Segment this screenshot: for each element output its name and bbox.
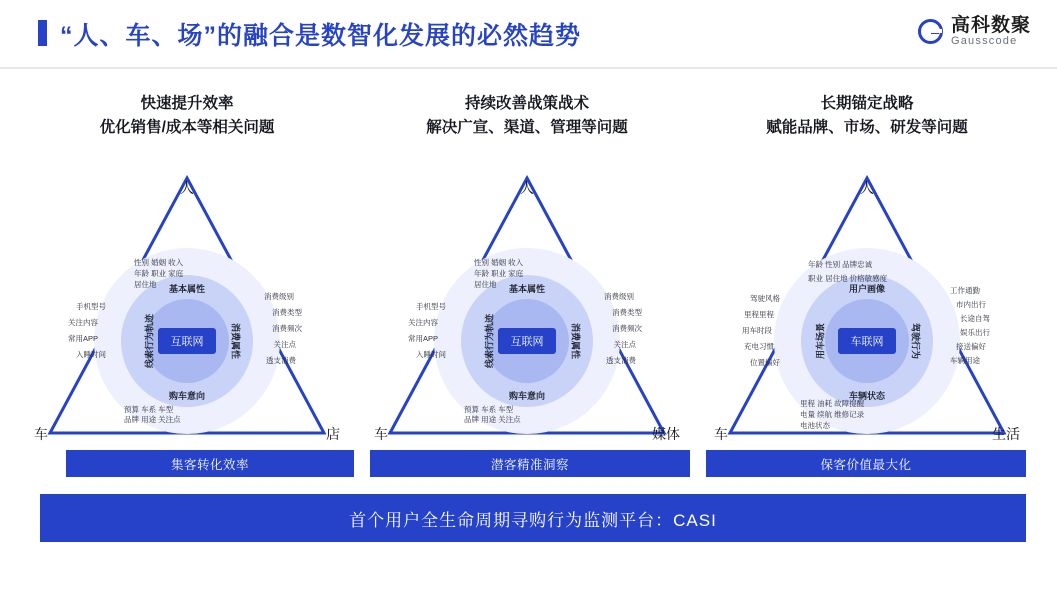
tag-bottom-3: 电池状态 <box>800 420 830 430</box>
segment-top: 用户画像 <box>848 284 886 295</box>
tag-right-3: 消费频次 <box>272 324 302 334</box>
tag-left-3: 常用APP <box>68 334 99 344</box>
tag-right-2: 消费类型 <box>612 308 642 318</box>
column-strategy <box>368 92 686 446</box>
triangle-diagram <box>368 156 686 446</box>
tag-bottom-2: 品牌 用途 关注点 <box>464 414 521 424</box>
concentric-circles <box>68 248 302 434</box>
tag-left-1: 手机型号 <box>416 302 446 312</box>
tag-top-2: 年龄 职业 家庭 <box>474 269 524 279</box>
tag-right-5: 透支消费 <box>266 356 296 366</box>
triangle-vertex-left: 车 <box>714 426 728 443</box>
column-heading <box>708 92 1026 140</box>
concentric-circles <box>742 248 990 434</box>
segment-top: 基本属性 <box>168 284 206 295</box>
triangle-vertex-top: 人 <box>180 180 194 197</box>
tag-bottom-1: 预算 车系 车型 <box>464 404 514 414</box>
triangle-vertex-right: 媒体 <box>652 426 680 443</box>
segment-left: 线索行为轨迹 <box>144 314 155 369</box>
tag-bottom-2: 品牌 用途 关注点 <box>124 414 181 424</box>
tag-left-4: 入睡时间 <box>416 350 446 360</box>
brand-name-en: Gausscode <box>950 34 1018 47</box>
segment-bottom: 购车意向 <box>168 391 206 402</box>
tag-top-2: 职业 居住地 价格敏感度 <box>808 274 888 284</box>
tag-right-3: 长途自驾 <box>960 314 990 324</box>
column-efficiency <box>28 92 346 446</box>
column-longterm <box>708 92 1026 446</box>
result-bar-insight: 潜客精准洞察 <box>370 450 690 477</box>
tag-top-2: 年龄 职业 家庭 <box>134 269 184 279</box>
segment-bottom: 购车意向 <box>508 391 546 402</box>
triangle-diagram <box>708 156 1026 446</box>
tag-left-3: 用车时段 <box>742 326 772 336</box>
tag-bottom-1: 预算 车系 车型 <box>124 404 174 414</box>
tag-right-4: 关注点 <box>613 340 636 350</box>
footer-banner: 首个用户全生命周期寻购行为监测平台：CASI <box>40 494 1026 542</box>
tag-right-2: 消费类型 <box>272 308 302 318</box>
page-header <box>0 0 1057 68</box>
column-heading-line1: 长期锚定战略 <box>820 95 914 112</box>
brand-text <box>951 16 1031 47</box>
tag-right-1: 工作通勤 <box>950 286 980 296</box>
segment-right: 驾驶行为 <box>910 323 921 360</box>
tag-left-5: 位置偏好 <box>750 358 780 368</box>
tag-right-5: 接送偏好 <box>956 342 986 352</box>
tag-top-1: 性别 婚姻 收入 <box>134 258 184 268</box>
tag-left-1: 驾驶风格 <box>750 294 780 304</box>
gausscode-logo-icon <box>918 19 943 44</box>
triangle-vertex-top: 人 <box>860 180 874 197</box>
brand-logo <box>918 16 1031 47</box>
column-heading <box>368 92 686 140</box>
segment-right: 消费属性 <box>570 323 581 360</box>
column-heading <box>28 92 346 140</box>
column-heading-line1: 持续改善战策战术 <box>464 95 589 112</box>
segment-left: 线索行为轨迹 <box>484 314 495 369</box>
core-label: 互联网 <box>498 328 556 354</box>
concentric-circles <box>408 248 642 434</box>
core-label: 车联网 <box>838 328 896 354</box>
tag-left-4: 充电习惯 <box>744 342 774 352</box>
triangle-vertex-top: 人 <box>520 180 534 197</box>
tag-right-1: 消费级别 <box>604 292 634 302</box>
column-heading-line2: 解决广宣、渠道、管理等问题 <box>426 119 628 137</box>
tag-bottom-2: 电量 续航 维修记录 <box>800 409 865 419</box>
segment-right: 消费属性 <box>230 323 241 360</box>
tag-top-3: 居住地 <box>134 280 157 290</box>
tag-right-6: 车辆用途 <box>950 356 980 366</box>
tag-right-4: 关注点 <box>273 340 296 350</box>
tag-bottom-1: 里程 油耗 故障提醒 <box>800 398 865 408</box>
triangle-vertex-left: 车 <box>374 426 388 443</box>
triangle-vertex-right: 生活 <box>992 426 1020 443</box>
core-label: 互联网 <box>158 328 216 354</box>
tag-right-3: 消费频次 <box>612 324 642 334</box>
tag-right-2: 市内出行 <box>956 300 986 310</box>
tag-top-1: 年龄 性别 品牌忠诚 <box>808 260 873 270</box>
triangle-vertex-left: 车 <box>34 426 48 443</box>
segment-top: 基本属性 <box>508 284 546 295</box>
column-heading-line2: 优化销售/成本等相关问题 <box>99 119 275 137</box>
tag-left-2: 关注内容 <box>68 318 98 328</box>
column-heading-line2: 赋能品牌、市场、研发等问题 <box>766 119 968 137</box>
header-divider <box>0 67 1057 69</box>
triangle-vertex-right: 店 <box>326 426 340 443</box>
tag-left-2: 关注内容 <box>408 318 438 328</box>
tag-top-1: 性别 婚姻 收入 <box>474 258 524 268</box>
triangle-diagram <box>28 156 346 446</box>
title-marker-icon <box>38 20 47 46</box>
column-heading-line1: 快速提升效率 <box>140 95 234 112</box>
tag-left-3: 常用APP <box>408 334 439 344</box>
result-bar-value: 保客价值最大化 <box>706 450 1026 477</box>
tag-right-4: 娱乐出行 <box>960 328 990 338</box>
tag-top-3: 居住地 <box>474 280 497 290</box>
tag-left-2: 里程里程 <box>744 310 774 320</box>
page-title: “人、车、场”的融合是数智化发展的必然趋势 <box>60 22 582 50</box>
segment-left: 用车场景 <box>815 323 826 360</box>
tag-right-5: 透支消费 <box>606 356 636 366</box>
tag-left-1: 手机型号 <box>76 302 106 312</box>
tag-right-1: 消费级别 <box>264 292 294 302</box>
tag-left-4: 入睡时间 <box>76 350 106 360</box>
segment-bottom: 车辆状态 <box>848 391 886 402</box>
result-bar-efficiency: 集客转化效率 <box>66 450 354 477</box>
brand-name-cn: 高科数聚 <box>950 15 1031 36</box>
